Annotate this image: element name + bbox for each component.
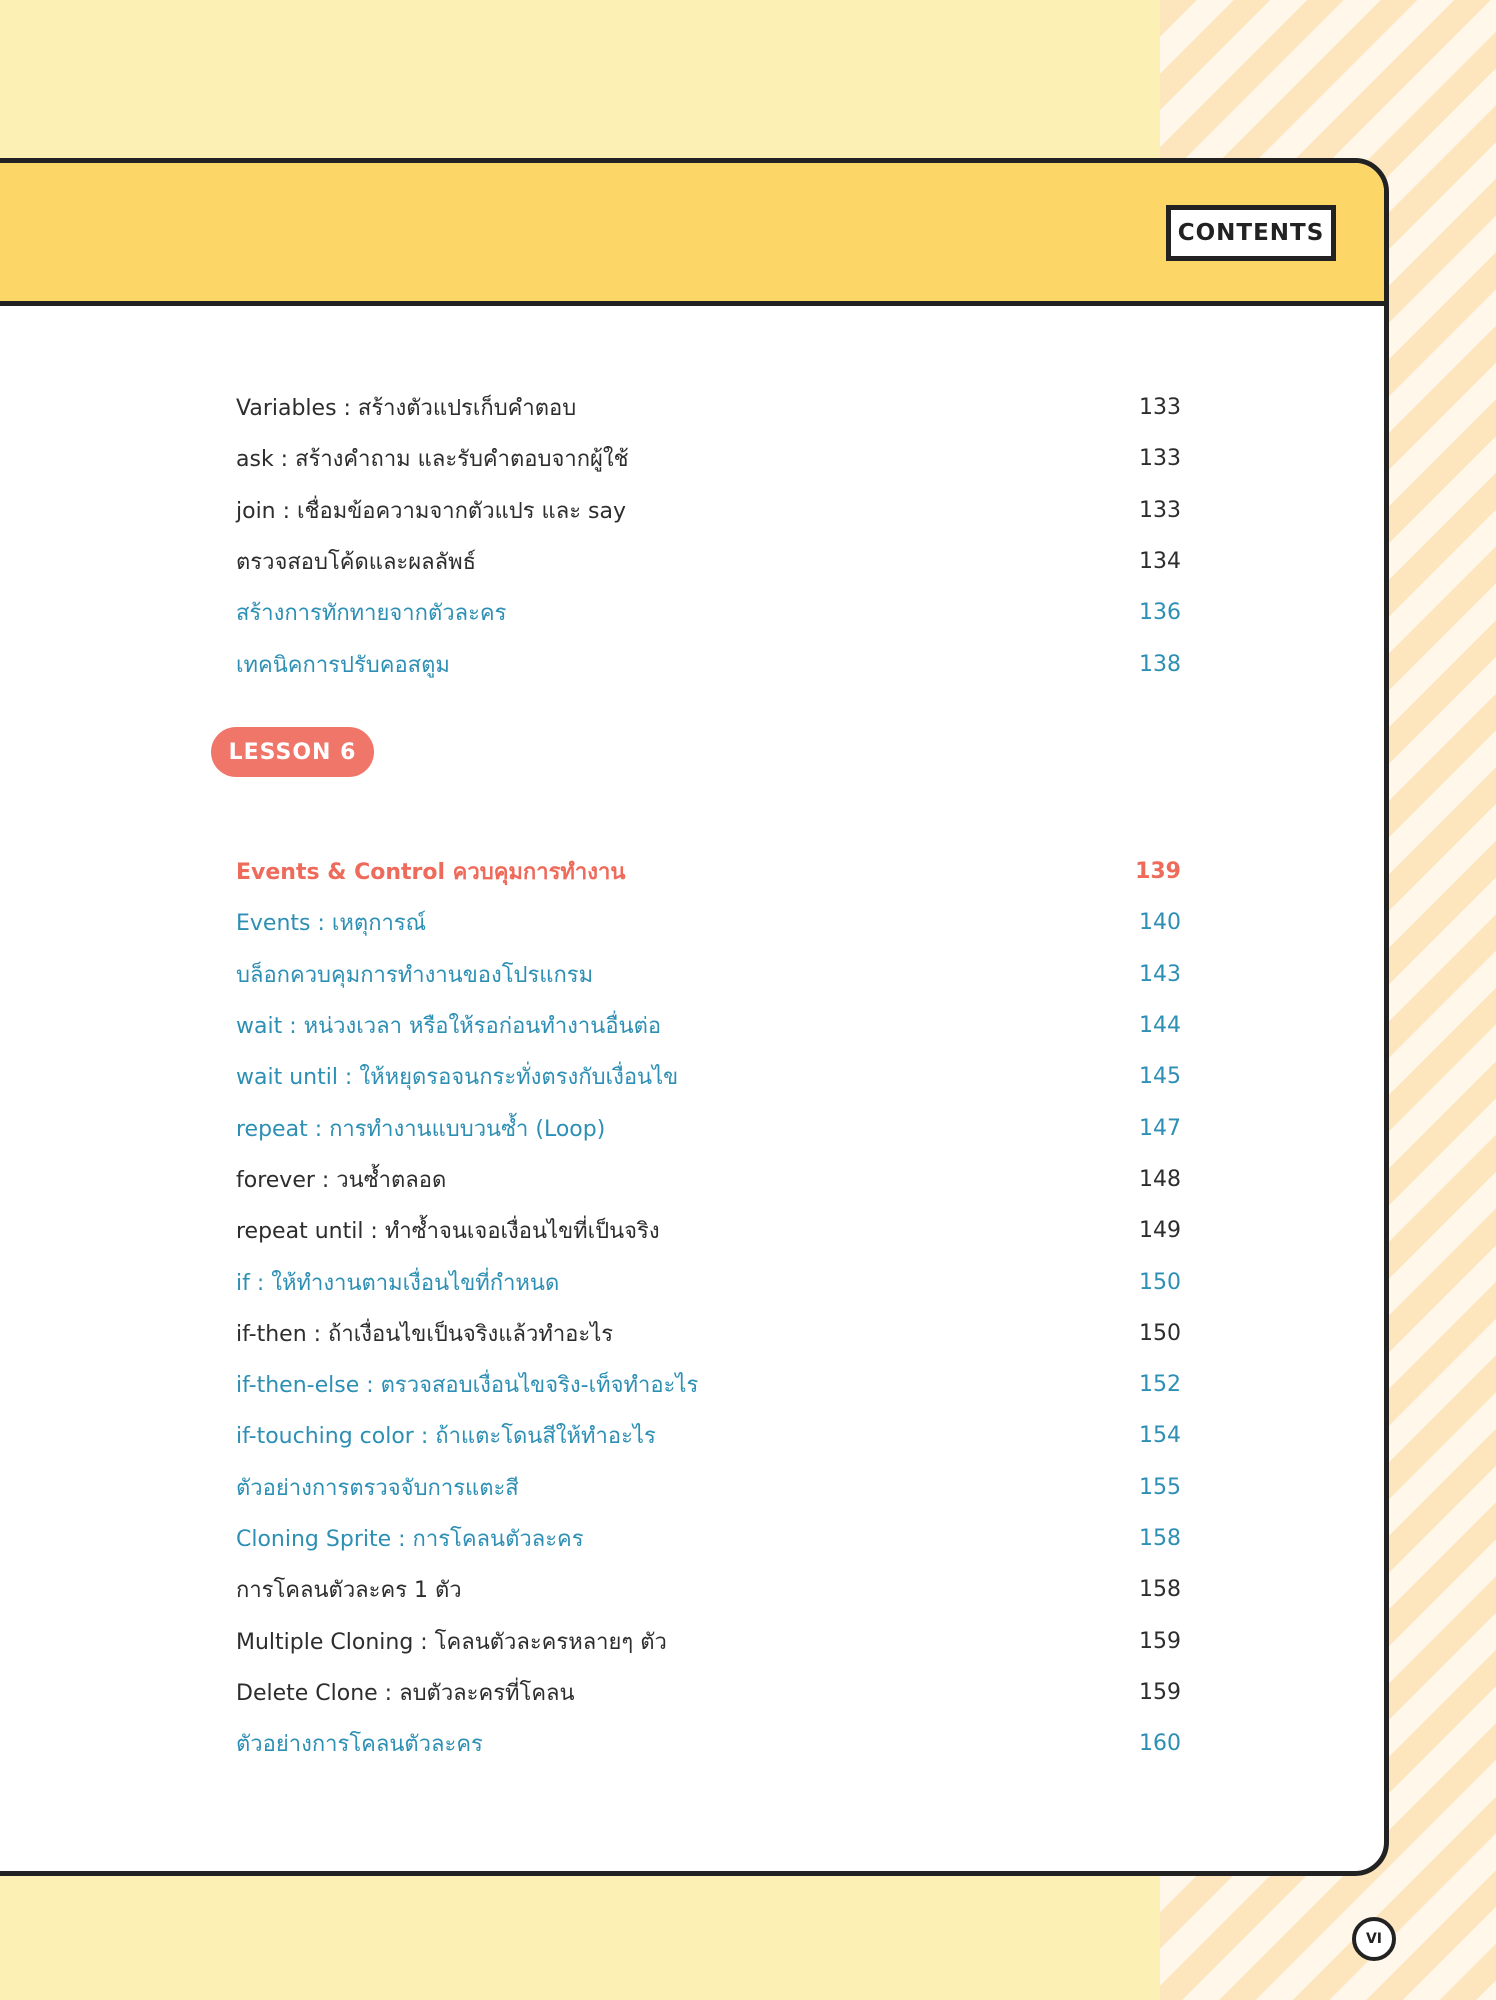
- toc-entry-title: Multiple Cloning : โคลนตัวละครหลายๆ ตัว: [236, 1629, 667, 1655]
- toc-entry-page: 152: [1139, 1372, 1181, 1398]
- toc-entry-page: 158: [1139, 1577, 1181, 1603]
- toc-entry-page: 155: [1139, 1474, 1181, 1500]
- toc-entry-title: ask : สร้างคำถาม และรับคำตอบจากผู้ใช้: [236, 447, 629, 473]
- toc-entry-title: ตัวอย่างการตรวจจับการแตะสี: [236, 1475, 519, 1501]
- page-number: VI: [1352, 1917, 1396, 1961]
- toc-entry[interactable]: [236, 1102, 1181, 1153]
- lesson-badge: LESSON 6: [211, 727, 374, 777]
- toc-entry-title: การโคลนตัวละคร 1 ตัว: [236, 1578, 462, 1604]
- toc-entry-title: Events & Control ควบคุมการทำงาน: [236, 860, 626, 886]
- toc-entry[interactable]: [236, 1051, 1181, 1102]
- toc-entry-title: wait : หน่วงเวลา หรือให้รอก่อนทำงานอื่นต่อ: [236, 1014, 662, 1040]
- toc-entry-page: 160: [1139, 1731, 1181, 1757]
- toc-entry-page: 159: [1139, 1679, 1181, 1705]
- toc-entry-title: join : เชื่อมข้อความจากตัวแปร และ say: [236, 498, 626, 524]
- toc-entry[interactable]: [236, 1410, 1181, 1461]
- toc-entry-page: 150: [1139, 1320, 1181, 1346]
- toc-entry[interactable]: [236, 1000, 1181, 1051]
- toc-entry[interactable]: [236, 1462, 1181, 1513]
- toc-entry[interactable]: [236, 382, 1181, 433]
- toc-entry-page: 133: [1139, 497, 1181, 523]
- toc-entry-page: 144: [1139, 1013, 1181, 1039]
- toc-entry-page: 138: [1139, 651, 1181, 677]
- toc-entry-title: repeat until : ทำซ้ำจนเจอเงื่อนไขที่เป็นจริง: [236, 1219, 660, 1245]
- toc-entry-title: if : ให้ทำงานตามเงื่อนไขที่กำหนด: [236, 1270, 560, 1296]
- toc-entry-title: Events : เหตุการณ์: [236, 911, 427, 937]
- toc-entry-page: 139: [1135, 859, 1181, 885]
- toc-entry-title: Delete Clone : ลบตัวละครที่โคลน: [236, 1680, 575, 1706]
- toc-list-top: [236, 382, 1181, 690]
- toc-entry-page: 133: [1139, 395, 1181, 421]
- card-header: [0, 163, 1384, 306]
- toc-entry[interactable]: [236, 1359, 1181, 1410]
- toc-entry-title: เทคนิคการปรับคอสตูม: [236, 652, 450, 678]
- toc-entry[interactable]: [236, 1205, 1181, 1256]
- toc-entry[interactable]: [236, 1718, 1181, 1769]
- toc-entry-page: 140: [1139, 910, 1181, 936]
- toc-entry-page: 147: [1139, 1115, 1181, 1141]
- toc-entry[interactable]: [236, 949, 1181, 1000]
- toc-list-lesson: [236, 846, 1181, 1769]
- toc-entry[interactable]: [236, 433, 1181, 484]
- toc-entry[interactable]: [236, 638, 1181, 689]
- toc-entry-title: สร้างการทักทายจากตัวละคร: [236, 601, 507, 627]
- toc-entry[interactable]: [236, 1667, 1181, 1718]
- contents-title: CONTENTS: [1166, 205, 1336, 261]
- toc-entry[interactable]: [236, 1308, 1181, 1359]
- toc-entry-title: if-then : ถ้าเงื่อนไขเป็นจริงแล้วทำอะไร: [236, 1321, 614, 1347]
- toc-entry-title: repeat : การทำงานแบบวนซ้ำ (Loop): [236, 1116, 606, 1142]
- toc-entry-page: 159: [1139, 1628, 1181, 1654]
- toc-entry[interactable]: [236, 897, 1181, 948]
- toc-entry-title: if-then-else : ตรวจสอบเงื่อนไขจริง-เท็จทำอะไร: [236, 1373, 699, 1399]
- toc-entry-page: 145: [1139, 1064, 1181, 1090]
- toc-entry-title: Cloning Sprite : การโคลนตัวละคร: [236, 1527, 584, 1552]
- toc-entry-page: 148: [1139, 1166, 1181, 1192]
- toc-entry-page: 150: [1139, 1269, 1181, 1295]
- toc-entry-title: ตรวจสอบโค้ดและผลลัพธ์: [236, 550, 477, 576]
- toc-entry[interactable]: [236, 1564, 1181, 1615]
- toc-entry-page: 154: [1139, 1423, 1181, 1449]
- toc-entry[interactable]: [236, 1256, 1181, 1307]
- toc-entry-title: ตัวอย่างการโคลนตัวละคร: [236, 1732, 483, 1758]
- toc-entry-page: 149: [1139, 1218, 1181, 1244]
- toc-entry-title: forever : วนซ้ำตลอด: [236, 1167, 447, 1193]
- toc-entry[interactable]: [236, 536, 1181, 587]
- toc-entry-title: Variables : สร้างตัวแปรเก็บคำตอบ: [236, 396, 577, 422]
- toc-entry[interactable]: [236, 1513, 1181, 1564]
- toc-entry-page: 143: [1139, 961, 1181, 987]
- toc-entry-title: wait until : ให้หยุดรอจนกระทั่งตรงกับเงื่อนไข: [236, 1065, 679, 1091]
- toc-entry[interactable]: [236, 485, 1181, 536]
- toc-entry-page: 133: [1139, 446, 1181, 472]
- toc-entry[interactable]: [236, 1154, 1181, 1205]
- toc-entry-title: if-touching color : ถ้าแตะโดนสีให้ทำอะไร: [236, 1424, 656, 1450]
- toc-entry[interactable]: [236, 846, 1181, 897]
- toc-entry[interactable]: [236, 587, 1181, 638]
- toc-entry-page: 134: [1139, 549, 1181, 575]
- toc-entry-title: บล็อกควบคุมการทำงานของโปรแกรม: [236, 962, 594, 988]
- toc-entry[interactable]: [236, 1615, 1181, 1666]
- bottom-band: [0, 1880, 1160, 2000]
- toc-entry-page: 158: [1139, 1526, 1181, 1551]
- toc-entry-page: 136: [1139, 600, 1181, 626]
